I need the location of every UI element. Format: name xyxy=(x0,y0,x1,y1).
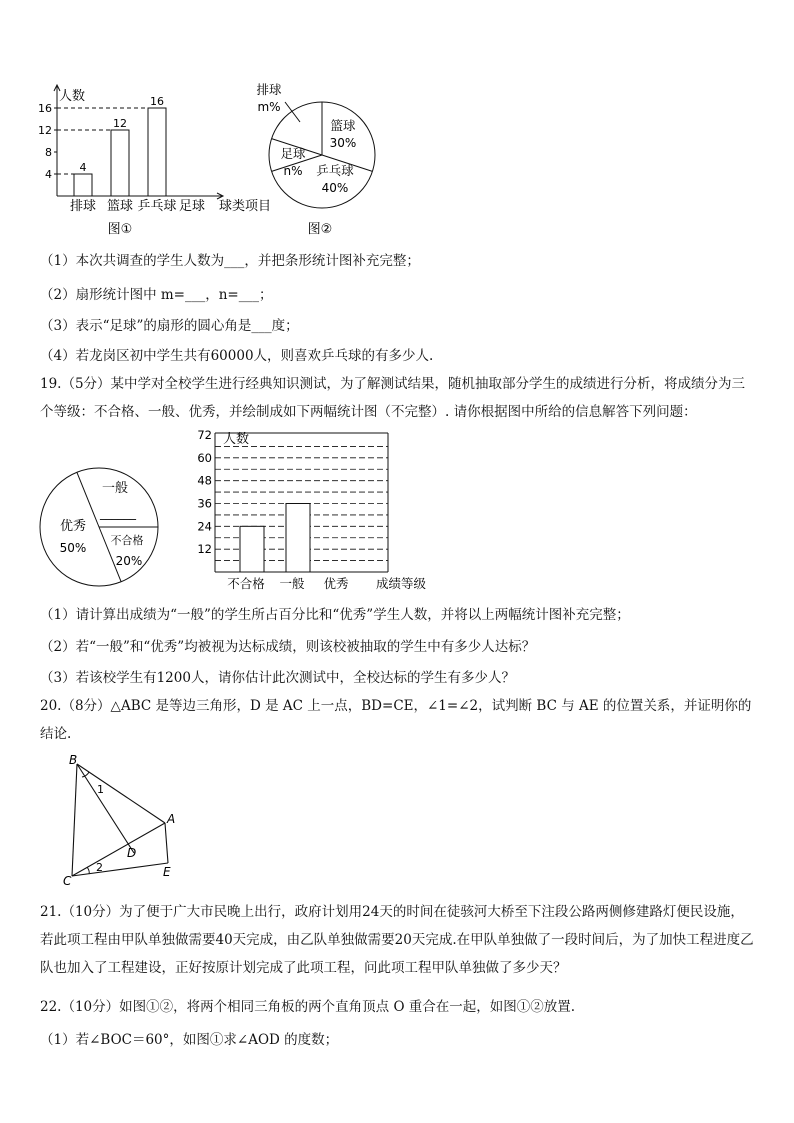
point-D-label: D xyxy=(127,846,137,860)
edge-CA xyxy=(72,823,165,876)
bar xyxy=(74,174,92,196)
bar-data-label: 16 xyxy=(150,95,164,108)
q18-part2: （2）扇形统计图中 m=___，n=___； xyxy=(40,287,273,303)
q18-part1: （1）本次共调查的学生人数为___，并把条形统计图补充完整； xyxy=(40,253,420,269)
bar-data-label: 4 xyxy=(79,161,87,174)
x-tick-label: 一般 xyxy=(279,576,305,591)
y-tick-label: 8 xyxy=(45,146,52,159)
q19-bar-figure xyxy=(190,425,450,600)
figure-2 xyxy=(255,80,395,240)
y-tick-label: 36 xyxy=(197,496,212,511)
y-tick-label: 16 xyxy=(38,102,52,115)
pie-slice-value: 50% xyxy=(59,541,87,555)
edge-AE xyxy=(165,823,168,863)
q22-stem: 22.（10分）如图①②，将两个相同三角板的两个直角顶点 O 重合在一起，如图①②放置. xyxy=(40,999,576,1015)
q19-stem: 19.（5分）某中学对全校学生进行经典知识测试，为了解测试结果，随机抽取部分学生的成绩进行分析，将成绩分为三个等级：不合格、一般、优秀，并绘制成如下两幅统计图（不完整）. 请你根据图中所给的信息解答下列问题： xyxy=(40,376,746,420)
point-C-label: C xyxy=(63,874,72,888)
pie-slice-label: 不合格 xyxy=(110,534,144,547)
pie-slice-label: 篮球 xyxy=(330,118,356,133)
bar xyxy=(111,130,129,196)
y-tick-label: 4 xyxy=(45,168,52,181)
pie-slice-label: 优秀 xyxy=(59,519,87,534)
y-axis-label: 人数 xyxy=(223,432,250,447)
edge-BD xyxy=(77,764,134,853)
angle-1-label: 1 xyxy=(97,783,104,796)
bar xyxy=(240,526,264,572)
bar-chart-1 xyxy=(30,80,280,240)
bar-chart-q19 xyxy=(190,425,450,600)
figure-caption: 图① xyxy=(107,222,133,237)
point-B-label: B xyxy=(69,753,78,767)
y-tick-label: 72 xyxy=(197,428,212,442)
x-tick-label: 排球 xyxy=(69,199,97,214)
pie-slice-label: 乒乓球 xyxy=(316,163,354,178)
y-axis-label: 人数 xyxy=(59,89,86,104)
x-tick-label: 足球 xyxy=(178,199,206,214)
angle-2-arc xyxy=(87,867,89,874)
pie-chart-2 xyxy=(255,80,395,240)
pie-slice-value: m% xyxy=(257,100,281,114)
x-axis-label: 成绩等级 xyxy=(376,576,427,591)
y-tick-label: 60 xyxy=(197,450,212,465)
pie-chart-q19 xyxy=(35,465,165,595)
figure-1 xyxy=(30,80,280,240)
bar-data-label: 12 xyxy=(113,117,127,130)
edge-BA xyxy=(77,764,165,823)
x-tick-label: 篮球 xyxy=(106,199,134,214)
q19-part3: （3）若该校学生有1200人，请你估计此次测试中，全校达标的学生有多少人？ xyxy=(40,670,515,686)
q21-stem: 21.（10分）为了便于广大市民晚上出行，政府计划用24天的时间在徒骇河大桥至下注段公路两侧修建路灯便民设施，若此项工程由甲队单独做需要40天完成，由乙队单独做需要20天完成.在甲队单独做了一段时间后，为了加快工程进度乙队也加入了工程建设，正好按原计划完成了此项工程，问此项工程甲队单独做了多少天？ xyxy=(40,904,754,976)
pie-slice-value: n% xyxy=(283,164,303,178)
q18-part3: （3）表示“足球”的扇形的圆心角是___度； xyxy=(40,318,299,334)
y-tick-label: 24 xyxy=(197,519,212,534)
q20-figure xyxy=(60,750,190,890)
pie-slice-value: 30% xyxy=(329,136,357,150)
x-tick-label: 不合格 xyxy=(227,576,265,591)
x-axis-label: 球类项目 xyxy=(219,199,272,214)
pie-slice-label: 排球 xyxy=(256,82,282,97)
y-tick-label: 12 xyxy=(197,542,212,557)
q18-part4: （4）若龙岗区初中学生共有60000人，则喜欢乒乓球的有多少人. xyxy=(40,348,434,364)
pie-slice-value: 40% xyxy=(321,181,349,195)
figure-caption: 图② xyxy=(307,222,333,237)
x-tick-label: 优秀 xyxy=(323,576,349,591)
bar xyxy=(286,504,310,573)
point-A-label: A xyxy=(167,812,176,826)
q19-part1: （1）请计算出成绩为“一般”的学生所占百分比和“优秀”学生人数，并将以上两幅统计图补充完整； xyxy=(40,607,630,623)
y-tick-label: 48 xyxy=(197,473,212,488)
pie-slice-value: 20% xyxy=(115,554,143,568)
triangle-figure xyxy=(60,750,190,890)
q20-stem: 20.（8分）△ABC 是等边三角形，D 是 AC 上一点，BD=CE，∠1=∠2，试判断 BC 与 AE 的位置关系，并证明你的结论. xyxy=(40,698,752,742)
pie-slice-value: ______ xyxy=(100,506,136,520)
angle-2-label: 2 xyxy=(96,861,103,874)
point-E-label: E xyxy=(163,865,171,879)
x-tick-label: 乒乓球 xyxy=(137,199,177,214)
y-tick-label: 12 xyxy=(38,124,52,137)
bar xyxy=(148,108,166,196)
q19-pie-figure xyxy=(35,465,165,595)
edge-CE xyxy=(72,863,168,876)
edge-BC xyxy=(72,764,77,876)
pie-slice-label: 足球 xyxy=(280,146,306,161)
pie-slice-label: 一般 xyxy=(101,481,129,496)
q19-part2: （2）若“一般”和“优秀”均被视为达标成绩，则该校被抽取的学生中有多少人达标？ xyxy=(40,639,536,655)
q22-part1: （1）若∠BOC＝60°，如图①求∠AOD 的度数； xyxy=(40,1032,339,1048)
